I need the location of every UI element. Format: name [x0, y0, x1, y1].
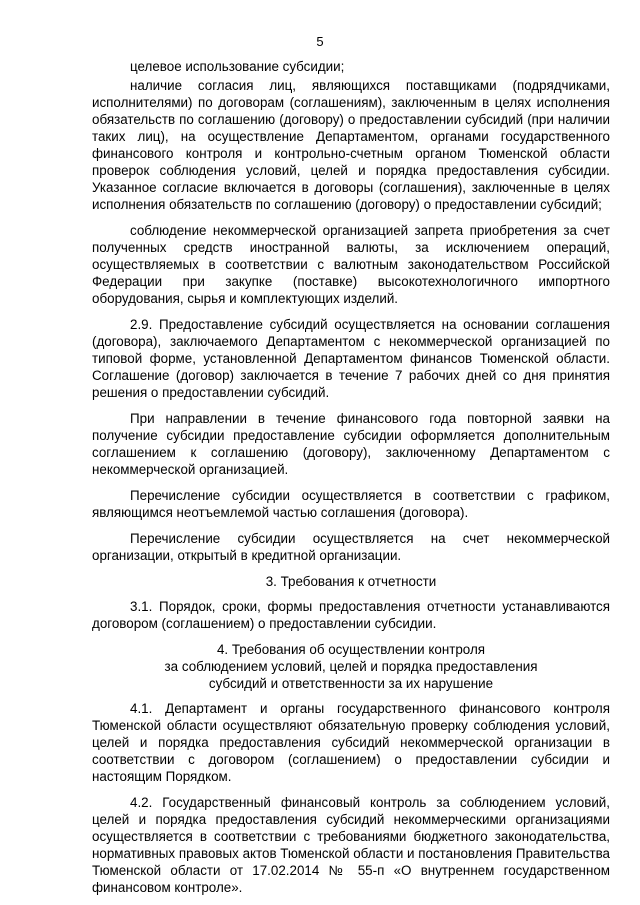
section-3-heading: 3. Требования к отчетности: [265, 574, 437, 589]
page-number: 5: [316, 34, 324, 49]
paragraph: соблюдение некоммерческой организацией запрета приобретения за счет полученных средств иностранной валюты, за исключением операций, осуществляемых в соответствии с валютным законодательством Российской Федерации при закупке (поставке) высокотехнологичного импортного оборудования, сырья и комплектующих изделий.: [92, 223, 610, 306]
paragraph: целевое использование субсидии;: [130, 59, 345, 74]
paragraph: Перечисление субсидии осуществляется в соответствии с графиком, являющимся неотъемлемой частью соглашения (договора).: [92, 488, 610, 520]
paragraph-2-9: 2.9. Предоставление субсидий осуществляется на основании соглашения (договора), заключаемого Департаментом с некоммерческой организацией по типовой форме, установленной Департаментом финансов Тюменской области. Соглашение (договор) заключается в течение 7 рабочих дней со дня принятия решения о предоставлении субсидий.: [92, 317, 610, 400]
paragraph-4-2: 4.2. Государственный финансовый контроль за соблюдением условий, целей и порядка предоставления субсидий некоммерческими организациями осуществляется в соответствии с требованиями бюджетного законодательства, нормативных правовых актов Тюменской области и постановления Правительства Тюменской области от 17.02.2014 № 55-п «О внутреннем государственном финансовом контроле».: [92, 795, 610, 895]
section-4-heading-line3: субсидий и ответственности за их нарушение: [208, 676, 494, 691]
paragraph-4-1: 4.1. Департамент и органы государственного финансового контроля Тюменской области осуществляют обязательную проверку соблюдения условий, целей и порядка предоставления субсидий некоммерческой организации в соответствии с договором (соглашением) о предоставлении субсидии и настоящим Порядком.: [92, 701, 610, 784]
paragraph: Перечисление субсидии осуществляется на счет некоммерческой организации, открытый в кредитной организации.: [92, 531, 610, 563]
paragraph-3-1: 3.1. Порядок, сроки, формы предоставления отчетности устанавливаются договором (соглашением) о предоставлении субсидии.: [92, 599, 610, 631]
document-body: [92, 58, 610, 905]
paragraph: наличие согласия лиц, являющихся поставщиками (подрядчиками, исполнителями) по договорам (соглашениям), заключенным в целях исполнения обязательств по соглашению (договору) о предоставлении субсидий (при наличии таких лиц), на осуществление Департаментом, органами государственного финансового контроля и контрольно-счетным органом Тюменской области проверок соблюдения условий, целей и порядка предоставления субсидии. Указанное согласие включается в договоры (соглашения), заключенные в целях исполнения обязательств по соглашению (договору) о предоставлении субсидий;: [92, 78, 610, 212]
section-4-heading-line1: 4. Требования об осуществлении контроля: [216, 642, 486, 657]
section-4-heading: [92, 641, 610, 692]
paragraph: При направлении в течение финансового года повторной заявки на получение субсидии предоставление субсидии оформляется дополнительным соглашением к соглашению (договору), заключенному Департаментом с некоммерческой организацией.: [92, 411, 610, 477]
section-4-heading-line2: за соблюдением условий, целей и порядка предоставления: [164, 659, 538, 674]
